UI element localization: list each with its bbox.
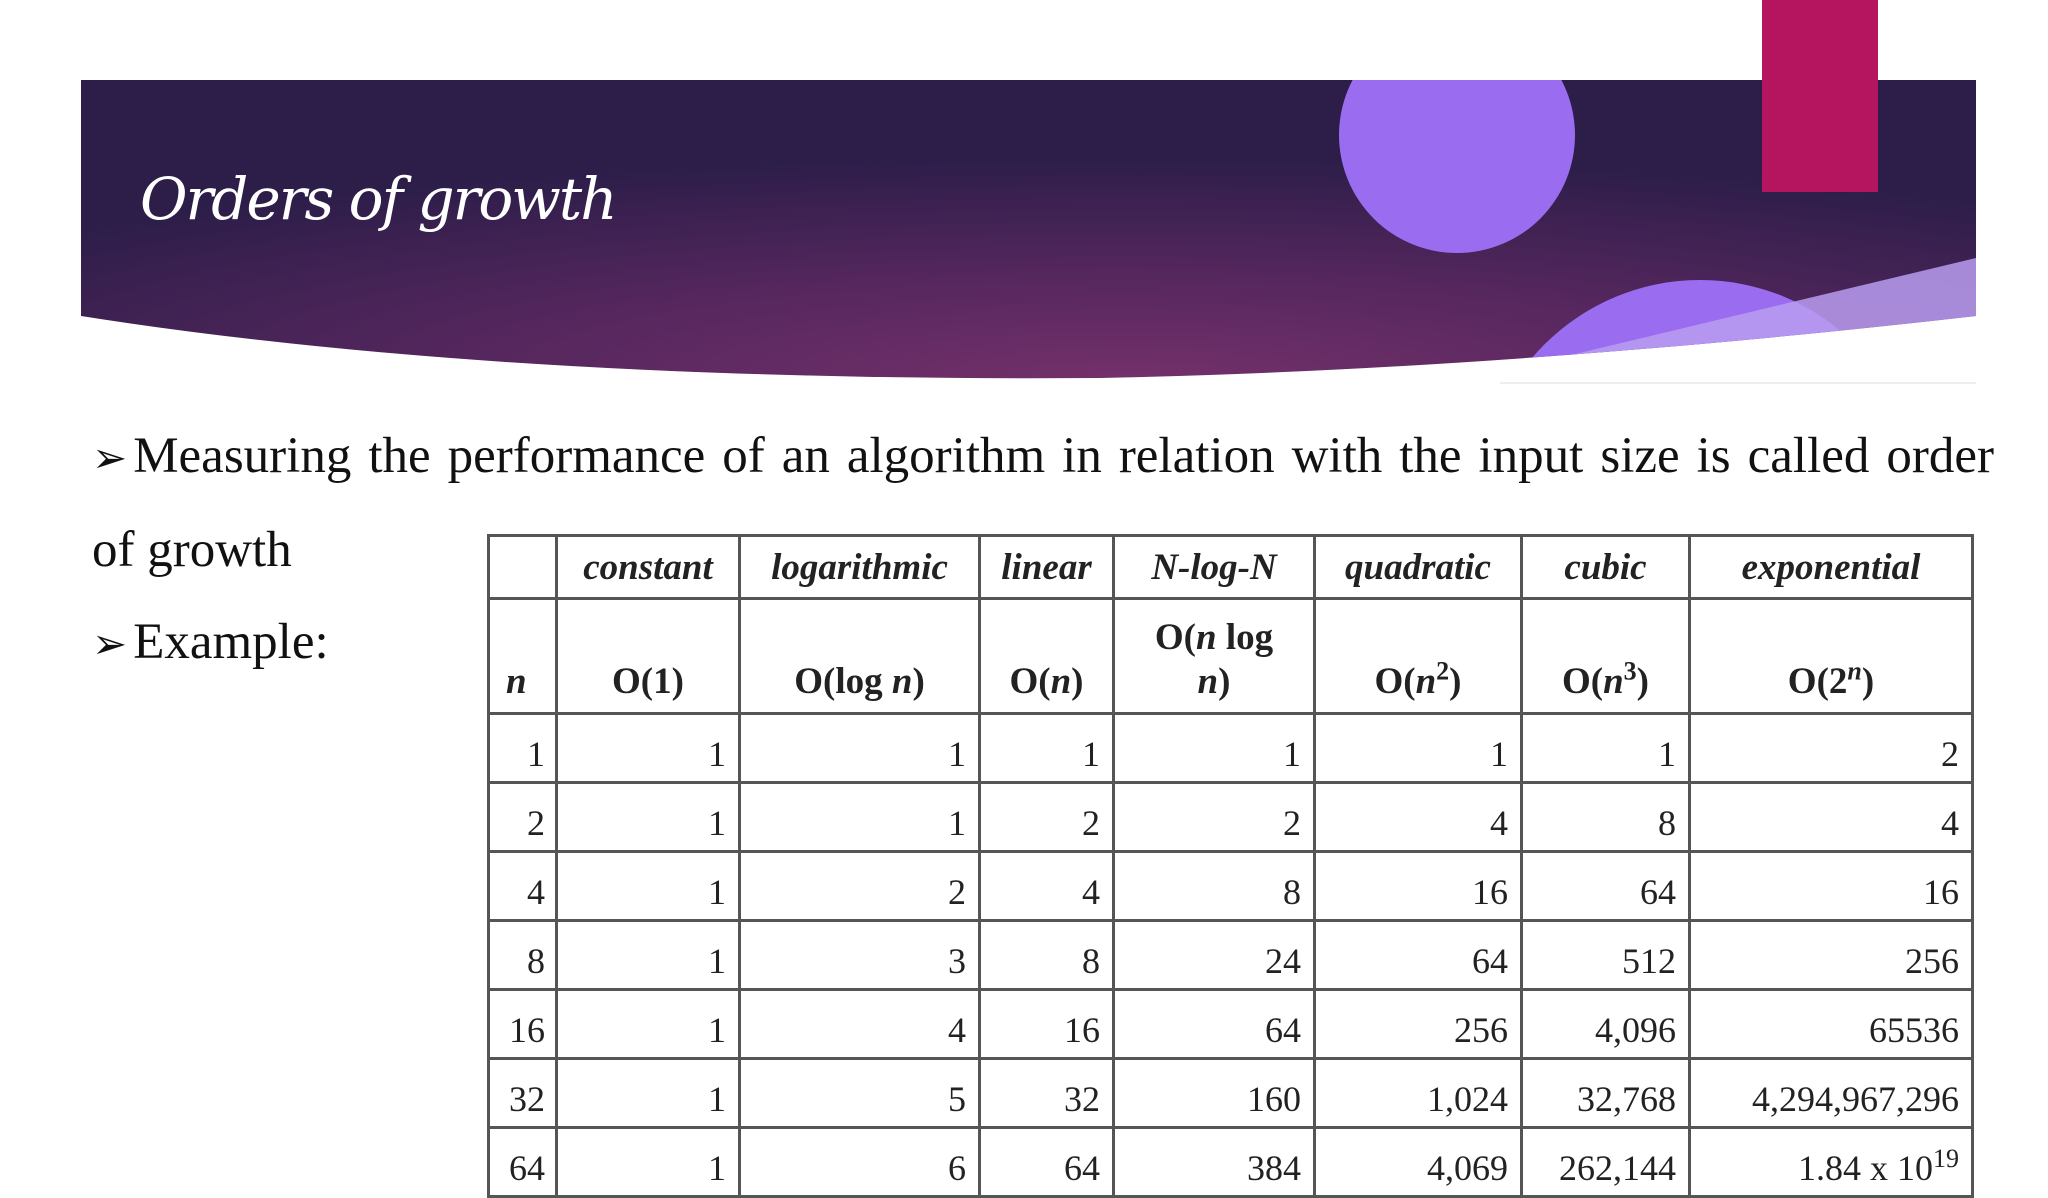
bullet-word: in — [1062, 428, 1102, 484]
table-cell: 8 — [1522, 783, 1690, 852]
table-row — [489, 714, 1973, 783]
table-cell: 65536 — [1690, 990, 1973, 1059]
slide-title: Orders of growth — [140, 165, 616, 233]
table-row — [489, 921, 1973, 990]
bullet-word: Measuring — [133, 428, 352, 484]
table-header-cell: logarithmic — [740, 536, 980, 599]
table-cell: 16 — [980, 990, 1114, 1059]
table-cell: 1,024 — [1315, 1059, 1522, 1128]
table-big-o-header-row — [489, 599, 1973, 714]
table-cell: 2 — [1114, 783, 1315, 852]
arrow-bullet-icon: ➢ — [92, 433, 128, 482]
arrow-bullet-icon: ➢ — [92, 619, 128, 668]
bullet-word: the — [368, 428, 431, 484]
bullet-word: input — [1478, 428, 1584, 484]
bullet-word: performance — [447, 428, 706, 484]
table-cell: 1 — [557, 852, 740, 921]
bullet-definition-text — [133, 410, 1994, 502]
exponential-mantissa: 1.84 x 10 — [1798, 1148, 1933, 1188]
table-cell: 8 — [489, 921, 557, 990]
table-cell: 4 — [980, 852, 1114, 921]
table-header-cell: linear — [980, 536, 1114, 599]
table-cell: 16 — [489, 990, 557, 1059]
table-row — [489, 1128, 1973, 1197]
table-cell: 16 — [1690, 852, 1973, 921]
bullet-word: an — [781, 428, 830, 484]
table-cell: 24 — [1114, 921, 1315, 990]
bullet-word: called — [1747, 428, 1870, 484]
table-cell: 5 — [740, 1059, 980, 1128]
table-cell: 1 — [980, 714, 1114, 783]
table-cell: 4 — [489, 852, 557, 921]
table-cell: 4,096 — [1522, 990, 1690, 1059]
bullet-word: relation — [1118, 428, 1275, 484]
exponential-power: 19 — [1933, 1144, 1959, 1173]
table-cell: 1 — [557, 1128, 740, 1197]
table-cell: 1 — [740, 714, 980, 783]
bullet-word: algorithm — [846, 428, 1046, 484]
table-cell: 4 — [1690, 783, 1973, 852]
big-o-quadratic: $O(n^2)$ — [1315, 599, 1522, 714]
table-cell: 384 — [1114, 1128, 1315, 1197]
bullet-example-text: Example: — [133, 614, 329, 670]
table-cell: 64 — [489, 1128, 557, 1197]
big-o-linear: O(n) — [980, 599, 1114, 714]
table-header-cell: exponential — [1690, 536, 1973, 599]
bullet-word: the — [1399, 428, 1462, 484]
table-cell: 16 — [1315, 852, 1522, 921]
table-cell: 256 — [1315, 990, 1522, 1059]
big-o-nlogn: O(n log n) — [1114, 599, 1315, 714]
table-cell: 1 — [489, 714, 557, 783]
growth-table — [487, 534, 1974, 1198]
table-cell: 32 — [489, 1059, 557, 1128]
table-cell: 160 — [1114, 1059, 1315, 1128]
table-cell: 256 — [1690, 921, 1973, 990]
big-o-cubic: $O(n^3)$ — [1522, 599, 1690, 714]
table-cell: 1 — [557, 714, 740, 783]
table-header-cell: quadratic — [1315, 536, 1522, 599]
table-cell: 32,768 — [1522, 1059, 1690, 1128]
big-o-constant: O(1) — [557, 599, 740, 714]
table-cell: 32 — [980, 1059, 1114, 1128]
table-cell: 6 — [740, 1128, 980, 1197]
table-n-header: n — [489, 599, 557, 714]
bullet-word: is — [1696, 428, 1731, 484]
table-cell: 1 — [557, 990, 740, 1059]
table-cell: 8 — [980, 921, 1114, 990]
decor-circle-top — [1339, 17, 1575, 253]
table-cell: 2 — [740, 852, 980, 921]
table-header-cell: N-log-N — [1114, 536, 1315, 599]
table-cell: 8 — [1114, 852, 1315, 921]
table-row — [489, 852, 1973, 921]
bullet-definition-text-cont: of growth — [92, 522, 292, 578]
table-cell: 4 — [740, 990, 980, 1059]
table-cell: 1 — [740, 783, 980, 852]
table-cell: 64 — [1315, 921, 1522, 990]
big-o-logarithmic: O(log n) — [740, 599, 980, 714]
table-cell: 2 — [489, 783, 557, 852]
table-row — [489, 1059, 1973, 1128]
table-cell: 3 — [740, 921, 980, 990]
table-row — [489, 783, 1973, 852]
table-cell: 4 — [1315, 783, 1522, 852]
bullet-word: with — [1291, 428, 1383, 484]
bullet-definition — [92, 410, 1994, 504]
magenta-accent-bar — [1762, 0, 1878, 192]
table-class-header-row — [489, 536, 1973, 599]
table-cell: 2 — [1690, 714, 1973, 783]
table-row — [489, 990, 1973, 1059]
table-header-cell — [489, 536, 557, 599]
table-cell — [1690, 1128, 1973, 1197]
table-cell: 1 — [557, 1059, 740, 1128]
table-cell: 1 — [557, 921, 740, 990]
table-header-cell: constant — [557, 536, 740, 599]
table-cell: 1 — [1522, 714, 1690, 783]
bullet-word: order — [1886, 428, 1994, 484]
table-cell: 64 — [1522, 852, 1690, 921]
table-cell: 4,069 — [1315, 1128, 1522, 1197]
table-cell: 64 — [1114, 990, 1315, 1059]
table-header-cell: cubic — [1522, 536, 1690, 599]
table-cell: 1 — [557, 783, 740, 852]
table-cell: 512 — [1522, 921, 1690, 990]
table-cell: 2 — [980, 783, 1114, 852]
bullet-word: size — [1600, 428, 1680, 484]
table-cell: 64 — [980, 1128, 1114, 1197]
table-cell: 262,144 — [1522, 1128, 1690, 1197]
table-cell: 1 — [1315, 714, 1522, 783]
big-o-exponential: O(2$^n$) — [1690, 599, 1973, 714]
bullet-word: of — [722, 428, 765, 484]
table-cell: 1 — [1114, 714, 1315, 783]
table-cell: 4,294,967,296 — [1690, 1059, 1973, 1128]
